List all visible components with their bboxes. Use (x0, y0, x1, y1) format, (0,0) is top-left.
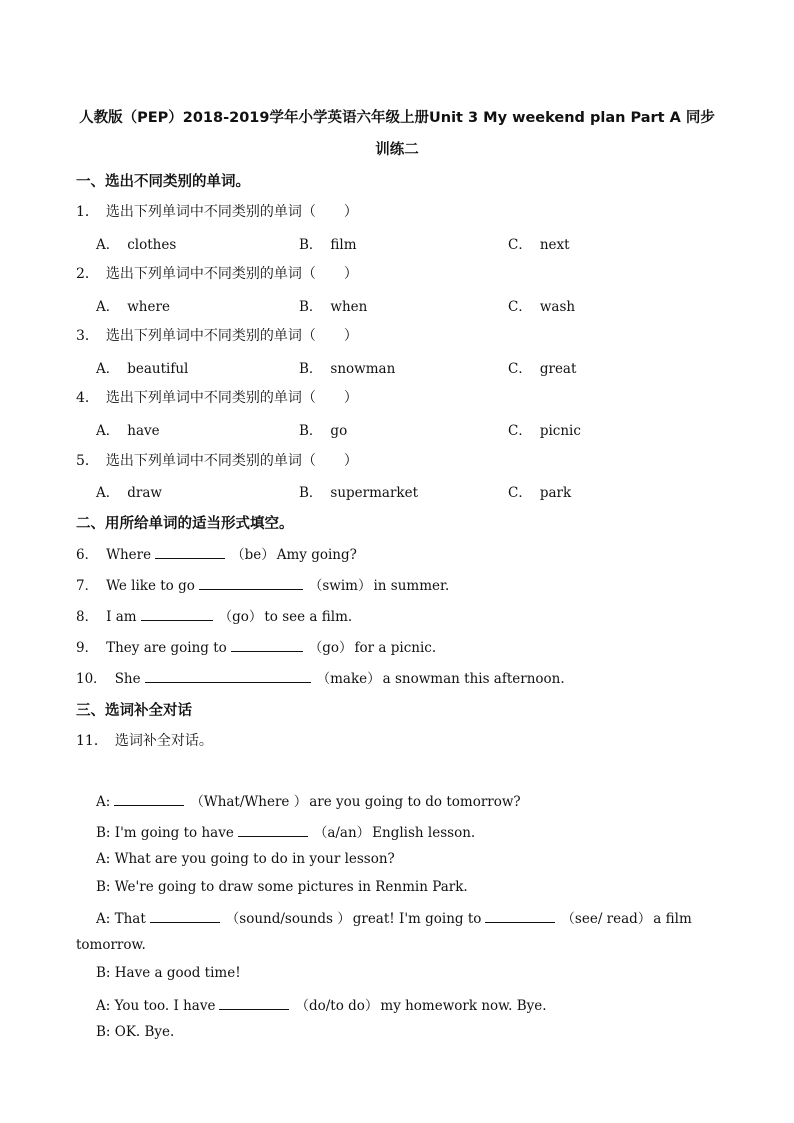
question-1 (76, 201, 358, 221)
dialog-line-5-continued: tomorrow. (76, 937, 146, 953)
question-11: 11． 选词补全对话。 (76, 733, 213, 749)
dialog-line-6: B: Have a good time! (96, 965, 241, 981)
answer-blank[interactable] (199, 577, 303, 590)
answer-blank[interactable] (485, 910, 555, 923)
option-a: A． have (96, 423, 160, 439)
option-b: B． snowman (299, 361, 396, 377)
option-c: C． park (508, 485, 572, 501)
fill-item-8: 8． I am （go） to see a film. (76, 609, 353, 625)
question-5 (76, 450, 358, 470)
question-3 (76, 325, 358, 345)
option-c: C． wash (508, 299, 576, 315)
question-number: 1． (76, 204, 99, 220)
question-text: 选出下列单词中不同类别的单词（ ） (105, 453, 358, 469)
question-text: 选出下列单词中不同类别的单词（ ） (105, 266, 358, 282)
dialog-line-7: A: You too. I have （do/to do） my homework now. Bye. (96, 998, 547, 1014)
answer-blank[interactable] (238, 824, 308, 837)
fill-item-10: 10． She （make） a snowman this afternoon. (76, 671, 565, 687)
option-a: A． beautiful (96, 361, 189, 377)
title-line-1: 人教版（PEP）2018-2019学年小学英语六年级上册Unit 3 My weekend plan Part A 同步 (79, 110, 715, 126)
section-2-heading: 二、用所给单词的适当形式填空。 (76, 516, 294, 532)
dialog-line-8: B: OK. Bye. (96, 1024, 175, 1040)
option-c: C． great (508, 361, 577, 377)
question-number: 3． (76, 328, 99, 344)
option-c: C． picnic (508, 423, 581, 439)
answer-blank[interactable] (145, 670, 311, 683)
question-text: 选出下列单词中不同类别的单词（ ） (105, 204, 358, 220)
option-b: B． when (299, 299, 368, 315)
dialog-line-1: A: （What/Where ） are you going to do tomorrow? (96, 794, 521, 810)
question-number: 5． (76, 453, 99, 469)
fill-item-6: 6． Where （be） Amy going? (76, 547, 357, 563)
section-1-heading: 一、选出不同类别的单词。 (76, 174, 250, 190)
question-number: 2． (76, 266, 99, 282)
option-a: A． draw (96, 485, 162, 501)
option-a: A． clothes (96, 237, 177, 253)
title-line-2: 训练二 (375, 142, 419, 158)
fill-item-7: 7． We like to go （swim） in summer. (76, 578, 450, 594)
option-a: A． where (96, 299, 170, 315)
answer-blank[interactable] (150, 910, 220, 923)
question-4 (76, 387, 358, 407)
option-b: B． supermarket (299, 485, 419, 501)
dialog-line-4: B: We're going to draw some pictures in Renmin Park. (96, 879, 468, 895)
fill-item-9: 9． They are going to （go） for a picnic. (76, 640, 437, 656)
answer-blank[interactable] (231, 639, 303, 652)
option-b: B． film (299, 237, 357, 253)
question-text: 选出下列单词中不同类别的单词（ ） (105, 390, 358, 406)
question-text: 选出下列单词中不同类别的单词（ ） (105, 328, 358, 344)
answer-blank[interactable] (114, 793, 184, 806)
option-b: B． go (299, 423, 348, 439)
option-c: C． next (508, 237, 570, 253)
dialog-line-5: A: That （sound/sounds ） great! I'm going to （see/ read） a film (96, 911, 692, 927)
section-3-heading: 三、选词补全对话 (76, 703, 192, 719)
answer-blank[interactable] (141, 608, 213, 621)
answer-blank[interactable] (219, 997, 289, 1010)
answer-blank[interactable] (155, 546, 225, 559)
question-2 (76, 263, 358, 283)
dialog-line-2: B: I'm going to have （a/an） English lesson. (96, 825, 476, 841)
question-number: 4． (76, 390, 99, 406)
dialog-line-3: A: What are you going to do in your lesson? (96, 851, 395, 867)
